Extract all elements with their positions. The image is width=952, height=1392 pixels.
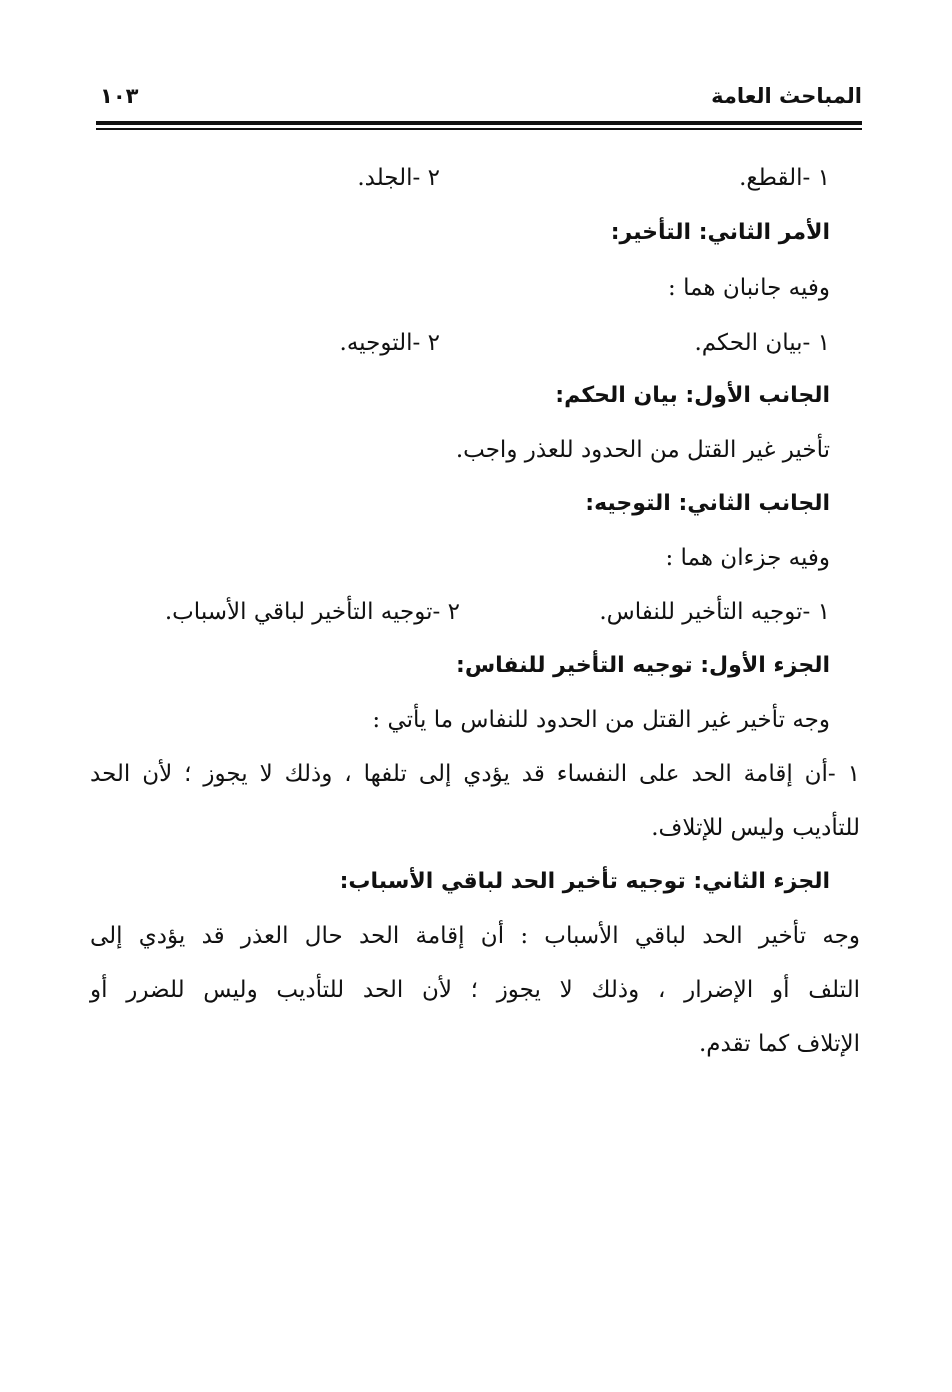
paragraph-line: وجه تأخير الحد لباقي الأسباب : أن إقامة الحد حال العذر قد يؤدي إلى	[90, 923, 860, 949]
section-heading: الجزء الثاني: توجيه تأخير الحد لباقي الأسباب:	[339, 869, 830, 894]
paragraph-line: وفيه جانبان هما :	[668, 275, 830, 301]
header-rule-thin	[96, 128, 862, 130]
paragraph-line: الإتلاف كما تقدم.	[698, 1031, 860, 1057]
list-item: ١ -القطع.	[739, 165, 830, 191]
list-item: ١ -بيان الحكم.	[694, 330, 830, 356]
paragraph-line: وفيه جزءان هما :	[665, 545, 830, 571]
section-heading: الجانب الثاني: التوجيه:	[585, 491, 830, 516]
list-item: ٢ -التوجيه.	[339, 330, 440, 356]
paragraph-line: وجه تأخير غير القتل من الحدود للنفاس ما يأتي :	[372, 707, 830, 733]
paragraph-line: ١ -أن إقامة الحد على النفساء قد يؤدي إلى تلفها ، وذلك لا يجوز ؛ لأن الحد	[90, 761, 860, 787]
list-item: ١ -توجيه التأخير للنفاس.	[599, 599, 830, 625]
list-item: ٢ -الجلد.	[357, 165, 440, 191]
section-heading: الجانب الأول: بيان الحكم:	[555, 383, 830, 408]
list-item: ٢ -توجيه التأخير لباقي الأسباب.	[164, 599, 460, 625]
header-rule-thick	[96, 121, 862, 125]
section-heading: الجزء الأول: توجيه التأخير للنفاس:	[456, 653, 830, 678]
section-heading: الأمر الثاني: التأخير:	[610, 220, 830, 245]
paragraph-line: للتأديب وليس للإتلاف.	[651, 815, 860, 841]
page-number: ١٠٣	[100, 84, 139, 108]
paragraph-line: التلف أو الإضرار ، وذلك لا يجوز ؛ لأن الحد للتأديب وليس للضرر أو	[90, 977, 860, 1003]
paragraph-line: تأخير غير القتل من الحدود للعذر واجب.	[455, 437, 830, 463]
running-header	[96, 80, 862, 118]
header-title: المباحث العامة	[711, 84, 862, 108]
